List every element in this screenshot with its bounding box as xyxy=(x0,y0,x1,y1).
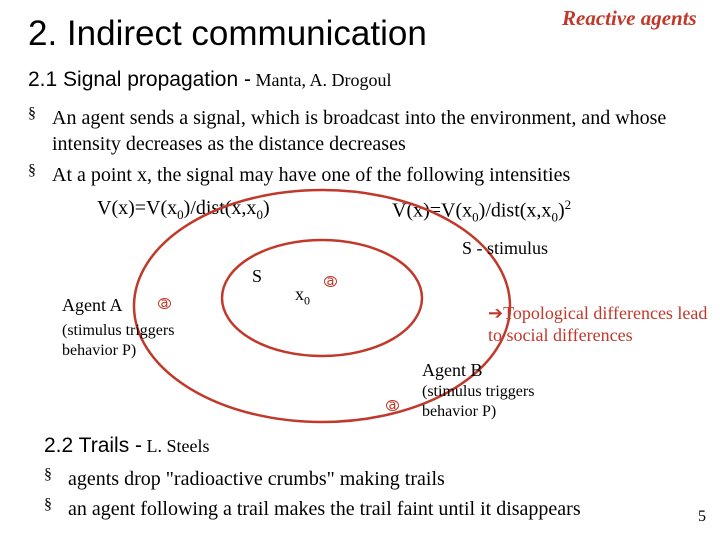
agent-b-icon: a xyxy=(386,400,399,411)
agent-b-description: (stimulus triggers behavior P) xyxy=(422,383,535,420)
slide-subtitle: Reactive agents xyxy=(562,6,697,30)
right-arrow-icon: ➔ xyxy=(488,303,504,323)
agent-a-icon: a xyxy=(158,298,171,309)
source-agent-icon: a xyxy=(324,276,337,287)
topological-note xyxy=(488,302,708,346)
section-heading-trails xyxy=(44,434,210,458)
agent-b-name: Agent B xyxy=(422,360,483,380)
stimulus-label: S - stimulus xyxy=(462,238,549,258)
bullet-item xyxy=(44,466,684,492)
bullet-item xyxy=(44,496,684,522)
section-heading-text: 2.1 Signal propagation - xyxy=(28,68,251,91)
source-label: S xyxy=(252,266,263,286)
section-authors: L. Steels xyxy=(142,436,210,456)
slide-title: 2. Indirect communication xyxy=(28,14,427,53)
bullet-text: agents drop "radioactive crumbs" making trails xyxy=(68,468,445,490)
x0-label: $x_0$ xyxy=(295,284,310,308)
square-bullet-icon: § xyxy=(44,496,52,513)
page-number: 5 xyxy=(698,508,706,525)
formula-inverse-square: $V(x)=V(x_0)/dist(x,x_0)^2$ xyxy=(392,197,572,225)
agent-a-name: Agent A xyxy=(62,295,123,315)
bullet-text: An agent sends a signal, which is broadcast into the environment, and whose intensity decreases as the distance decreases xyxy=(52,107,667,155)
section-authors: Manta, A. Drogoul xyxy=(251,70,392,90)
inner-signal-ring xyxy=(222,240,422,356)
square-bullet-icon: § xyxy=(28,162,36,179)
formula-inverse-distance: $V(x)=V(x_0)/dist(x,x_0)$ xyxy=(97,197,270,222)
square-bullet-icon: § xyxy=(28,105,36,122)
agent-a-description: (stimulus triggers behavior P) xyxy=(62,322,175,359)
bullet-text: an agent following a trail makes the trail faint until it disappears xyxy=(68,498,581,520)
section-heading-text: 2.2 Trails - xyxy=(44,434,143,457)
bullet-text: At a point x, the signal may have one of the following intensities xyxy=(52,164,571,186)
topological-note-text: Topological differences lead to social differences xyxy=(488,303,708,345)
square-bullet-icon: § xyxy=(44,466,52,483)
